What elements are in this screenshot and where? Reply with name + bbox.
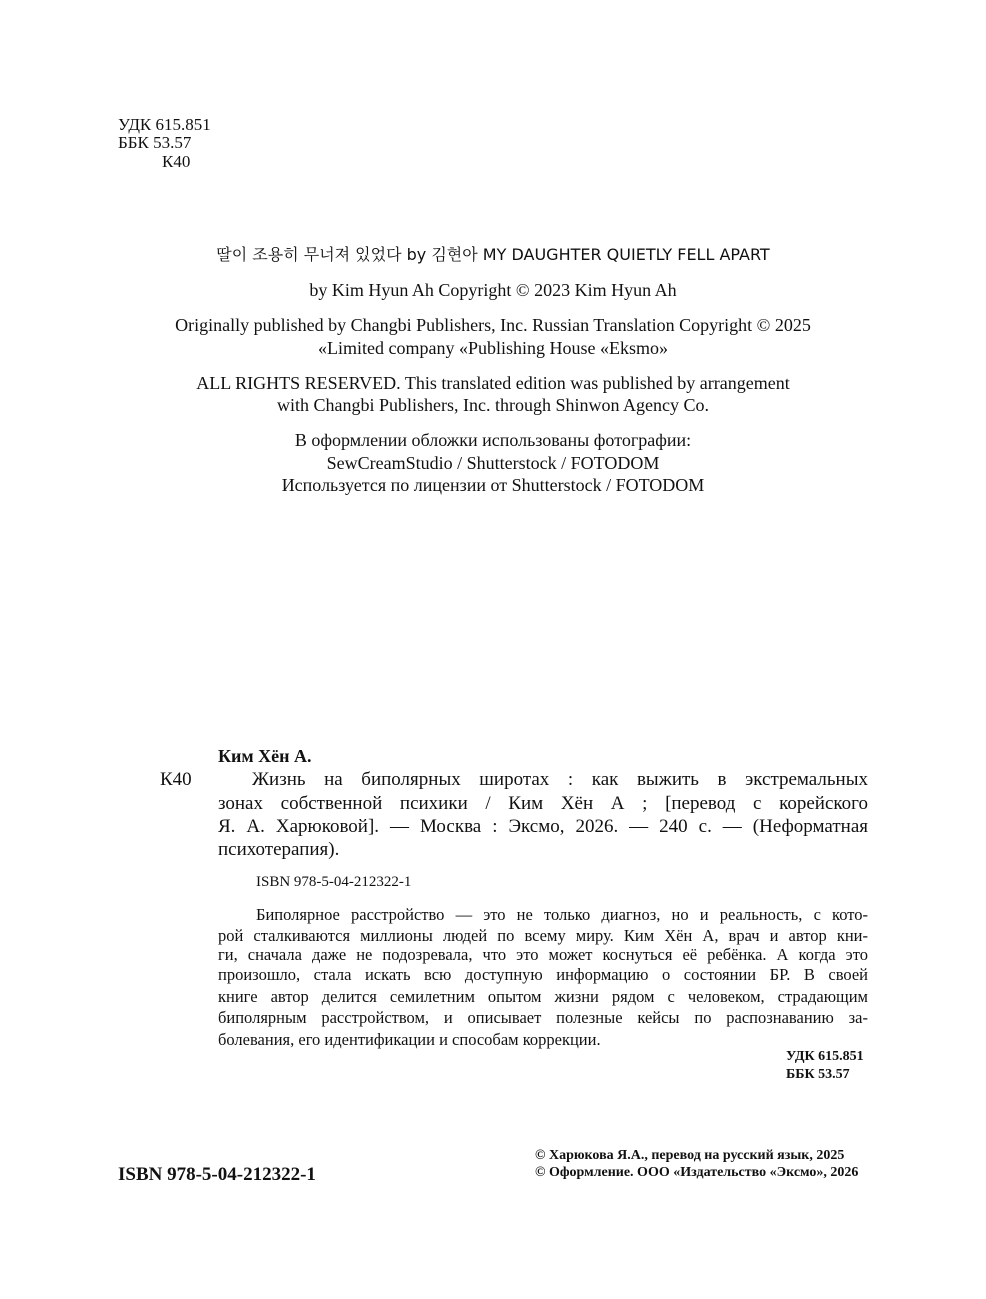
abstract-line: ги, сначала даже не подозревала, что это может коснуться её ребёнка. А когда это: [218, 945, 868, 964]
reserved-line: ALL RIGHTS RESERVED. This translated edition was published by arrangement: [196, 373, 790, 393]
original-title: 딸이 조용히 무너져 있었다 by 김현아 MY DAUGHTER QUIETLY FELL APART: [216, 245, 770, 264]
abstract-line: биполярным расстройством, и описывает полезные кейсы по распознаванию за-: [218, 1008, 868, 1027]
abstract-line: книге автор делится семилетним опытом жизни рядом с человеком, страдающим: [218, 987, 868, 1006]
catalog-isbn: ISBN 978-5-04-212322-1: [256, 874, 412, 890]
abstract-line: рой сталкиваются миллионы людей по всему миру. Ким Хён А, врач и автор кни-: [218, 926, 868, 945]
bbk-code: ББК 53.57: [118, 133, 192, 152]
publisher-line: «Limited company «Publishing House «Eksmo»: [318, 338, 668, 358]
footer-copyright: © Харюкова Я.А., перевод на русский язык, 2025: [535, 1148, 845, 1163]
reserved-line: with Changbi Publishers, Inc. through Shinwon Agency Co.: [277, 395, 709, 415]
author-mark: К40: [162, 152, 191, 171]
abstract-line: произошло, стала искать всю доступную информацию о состоянии БР. В своей: [218, 965, 868, 984]
udk-code: УДК 615.851: [118, 115, 211, 134]
abstract-line: Биполярное расстройство — это не только диагноз, но и реальность, с кото-: [256, 905, 868, 924]
photo-credit-line: SewCreamStudio / Shutterstock / FOTODOM: [326, 453, 660, 473]
catalog-entry-line: Жизнь на биполярных широтах : как выжить в экстремальных: [252, 769, 868, 790]
footer-isbn: ISBN 978-5-04-212322-1: [118, 1164, 316, 1185]
catalog-entry-line: Я. А. Харюковой]. — Москва : Эксмо, 2026. — 240 с. — (Неформатная: [218, 816, 868, 837]
photo-credit-line: В оформлении обложки использованы фотографии:: [294, 430, 692, 450]
footer-copyright: © Оформление. ООО «Издательство «Эксмо», 2026: [535, 1165, 859, 1180]
catalog-entry-line: психотерапия).: [218, 839, 340, 860]
copyright-line: by Kim Hyun Ah Copyright © 2023 Kim Hyun Ah: [309, 280, 677, 300]
catalog-bbk: ББК 53.57: [786, 1067, 850, 1082]
publisher-line: Originally published by Changbi Publishers, Inc. Russian Translation Copyright © 2025: [175, 315, 811, 335]
catalog-entry-line: зонах собственной психики / Ким Хён А ; [перевод с корейского: [218, 793, 868, 814]
abstract-line: болевания, его идентификации и способам коррекции.: [218, 1030, 601, 1049]
photo-credit-line: Используется по лицензии от Shutterstock / FOTODOM: [281, 475, 705, 495]
catalog-mark: К40: [160, 769, 192, 790]
catalog-udk: УДК 615.851: [786, 1049, 864, 1064]
catalog-author: Ким Хён А.: [218, 746, 312, 766]
